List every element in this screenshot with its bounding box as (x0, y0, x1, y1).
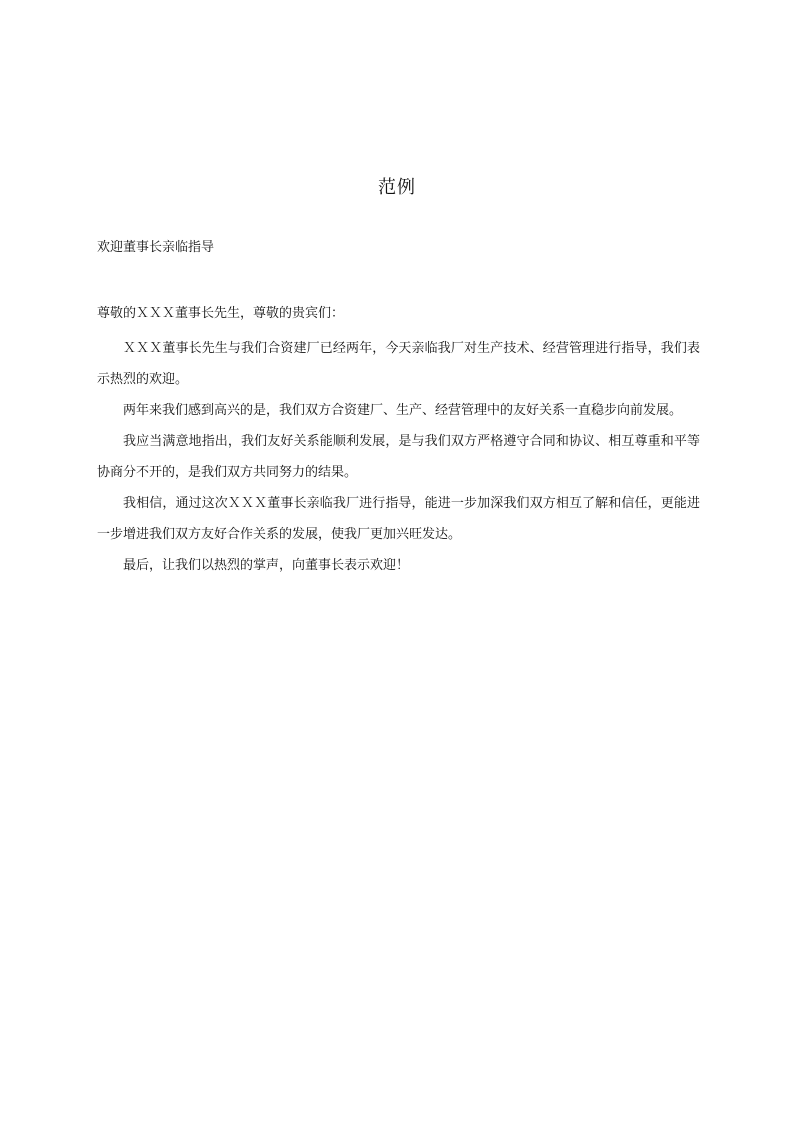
paragraph-1: ＸＸＸ董事长先生与我们合资建厂已经两年，今天亲临我厂对生产技术、经营管理进行指导，我们表示热烈的欢迎。 (97, 341, 700, 387)
body-text (97, 333, 700, 581)
paragraph-2: 两年来我们感到高兴的是，我们双方合资建厂、生产、经营管理中的友好关系一直稳步向前发展。 (123, 403, 683, 418)
paragraph-5: 最后，让我们以热烈的掌声，向董事长表示欢迎！ (123, 558, 410, 573)
document-subtitle: 欢迎董事长亲临指导 (97, 240, 215, 255)
page-title: 范例 (378, 177, 416, 198)
paragraph-4: 我相信，通过这次ＸＸＸ董事长亲临我厂进行指导，能进一步加深我们双方相互了解和信任，更能进一步增进我们双方友好合作关系的发展，使我厂更加兴旺发达。 (97, 496, 700, 542)
paragraph-3: 我应当满意地指出，我们友好关系能顺利发展，是与我们双方严格遵守合同和协议、相互尊重和平等协商分不开的，是我们双方共同努力的结果。 (97, 434, 700, 480)
salutation: 尊敬的ＸＸＸ董事长先生，尊敬的贵宾们： (97, 306, 345, 321)
